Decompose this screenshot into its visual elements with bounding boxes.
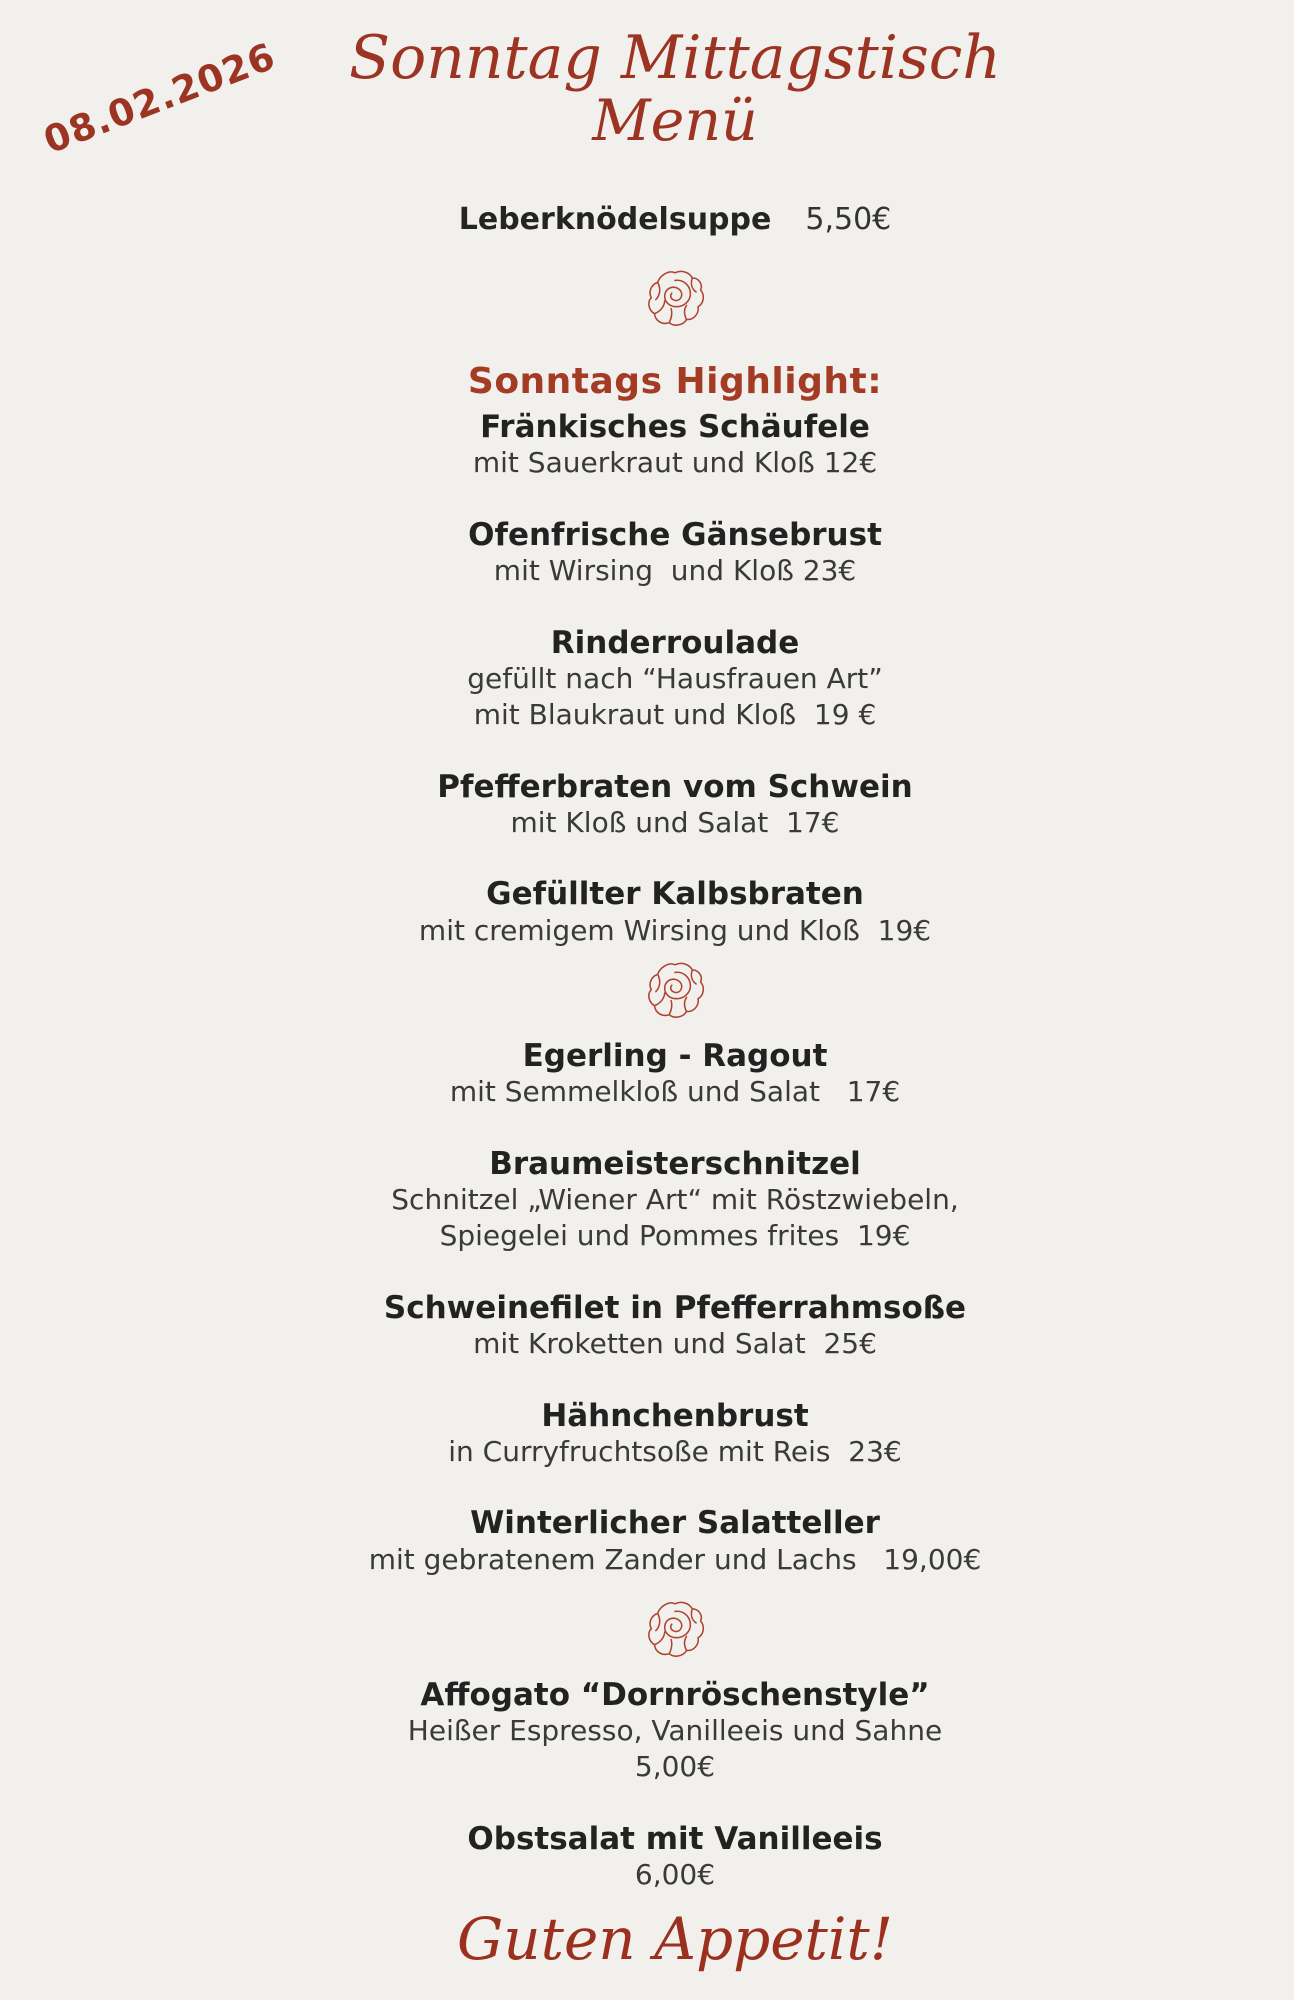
menu-item <box>56 626 1294 732</box>
menu-item <box>56 1678 1294 1784</box>
item-name: Ofenfrische Gänsebrust <box>468 517 882 554</box>
menu-title-line1: Sonntag Mittagstisch <box>348 23 1002 93</box>
menu-title-line2: Menü <box>592 87 758 154</box>
item-desc: mit Semmelkloß und Salat 17€ <box>449 1075 901 1109</box>
item-desc: mit gebratenem Zander und Lachs 19,00€ <box>368 1542 982 1576</box>
item-name: Schweinefilet in Pfefferrahmsoße <box>383 1289 967 1326</box>
item-desc: mit Blaukraut und Kloß 19 € <box>473 697 877 731</box>
menu-item <box>56 518 1294 588</box>
item-desc: 5,00€ <box>634 1750 716 1784</box>
footer-script: Guten Appetit! <box>456 1904 894 1973</box>
item-name: Fränkisches Schäufele <box>480 409 870 446</box>
soup-line <box>56 202 1294 237</box>
item-desc: Heißer Espresso, Vanilleeis und Sahne <box>407 1714 943 1748</box>
item-name: Braumeisterschnitzel <box>489 1146 861 1183</box>
soup-price: 5,50€ <box>805 202 892 238</box>
item-name: Gefüllter Kalbsbraten <box>486 876 864 913</box>
menu-item <box>56 1506 1294 1576</box>
rose-divider-icon <box>641 959 709 1023</box>
item-name: Pfefferbraten vom Schwein <box>437 768 913 805</box>
item-desc: Spiegelei und Pommes frites 19€ <box>439 1219 911 1252</box>
item-name: Hähnchenbrust <box>541 1397 809 1434</box>
item-name: Egerling - Ragout <box>522 1038 828 1075</box>
menu-item <box>56 1147 1294 1253</box>
menu-item <box>56 1822 1294 1892</box>
menu-item <box>56 1291 1294 1361</box>
rose-divider-icon <box>641 267 709 331</box>
soup-name: Leberknödelsuppe <box>458 202 772 238</box>
menu-item <box>56 410 1294 480</box>
item-desc: mit Wirsing und Kloß 23€ <box>493 554 857 588</box>
item-desc: in Curryfruchtsoße mit Reis 23€ <box>448 1434 902 1468</box>
item-name: Rinderroulade <box>550 625 800 662</box>
item-name: Winterlicher Salatteller <box>470 1505 880 1542</box>
item-name: Affogato “Dornröschenstyle” <box>420 1677 930 1714</box>
item-desc: mit Kroketten und Salat 25€ <box>473 1326 877 1360</box>
menu-item <box>56 1039 1294 1109</box>
menu-date: 08.02.2026 <box>38 34 282 163</box>
item-desc: mit cremigem Wirsing und Kloß 19€ <box>418 913 932 947</box>
menu-item <box>56 1399 1294 1469</box>
item-desc: mit Sauerkraut und Kloß 12€ <box>472 446 878 480</box>
rose-divider-icon <box>641 1598 709 1662</box>
highlight-heading: Sonntags Highlight: <box>467 361 883 403</box>
menu-item <box>56 770 1294 840</box>
item-desc: 6,00€ <box>634 1857 716 1891</box>
item-desc: mit Kloß und Salat 17€ <box>510 805 840 839</box>
item-desc: Schnitzel „Wiener Art“ mit Röstzwiebeln, <box>391 1183 959 1217</box>
item-desc: gefüllt nach “Hausfrauen Art” <box>467 662 883 696</box>
item-name: Obstsalat mit Vanilleeis <box>467 1820 883 1857</box>
menu-item <box>56 877 1294 947</box>
